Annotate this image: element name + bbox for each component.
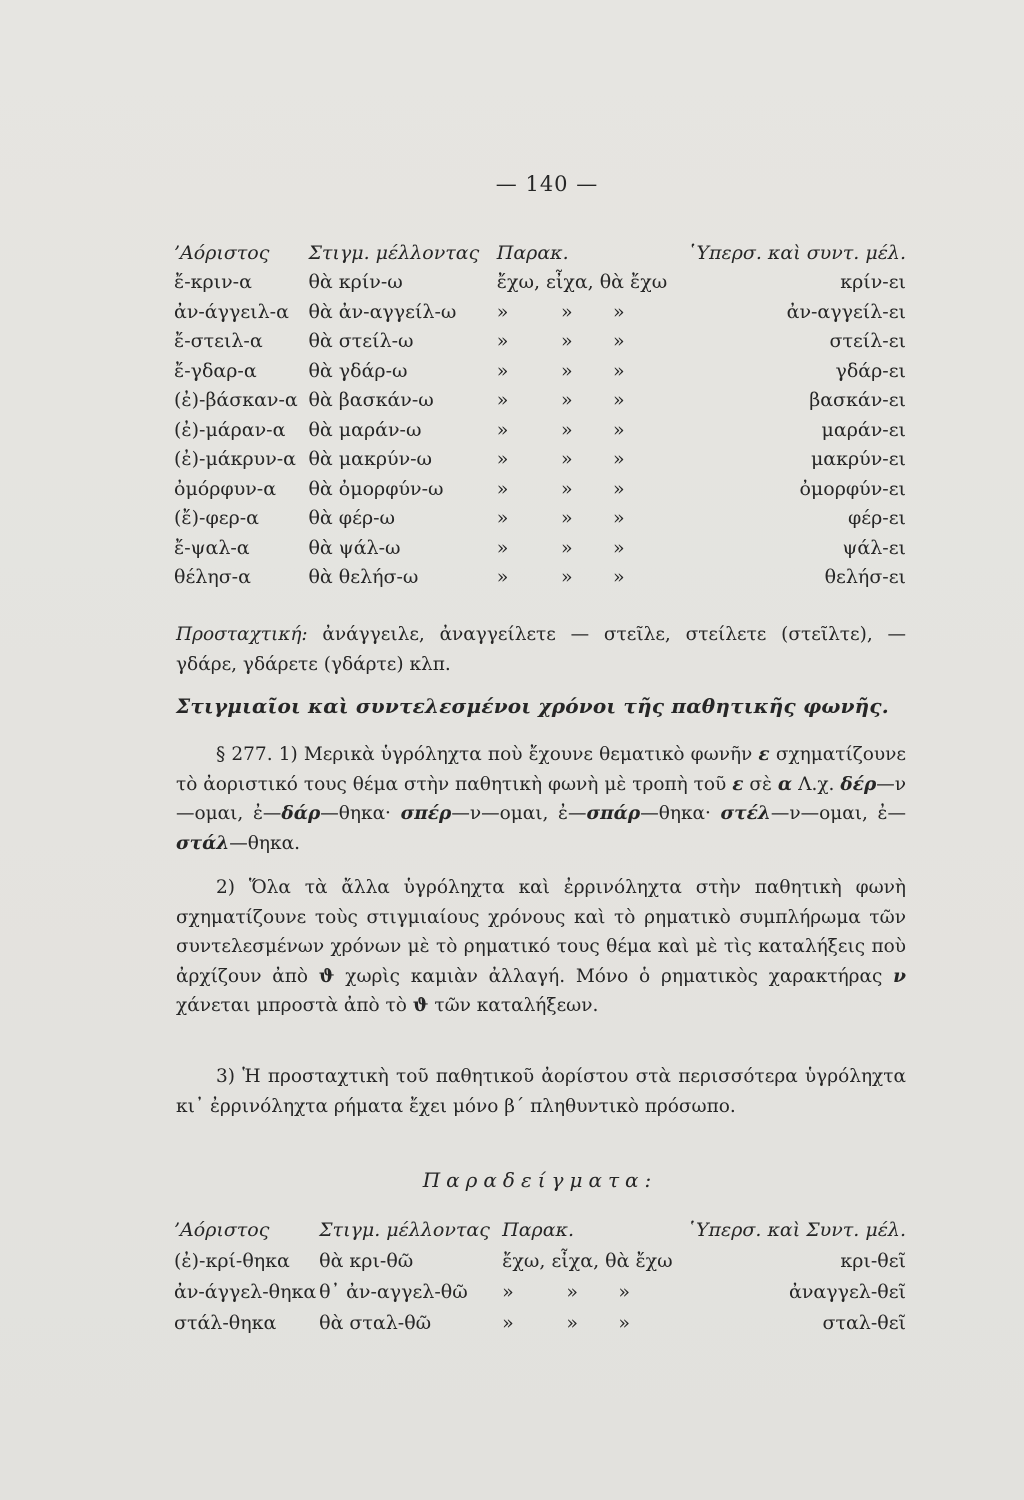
header-perfect: Παρακ. xyxy=(496,241,569,264)
emph-stem: στάλ xyxy=(176,832,230,854)
perfect-cell-ditto xyxy=(497,474,687,504)
perfect-cell-ditto xyxy=(497,297,687,327)
text-run: —ν—ομαι, ἐ— xyxy=(451,803,587,825)
ditto-mark: » xyxy=(496,300,509,323)
aorist-cell: ἔ-ψαλ-α xyxy=(174,536,250,559)
ditto-mark: » xyxy=(496,536,509,559)
perfect-cell: ἔχω, εἶχα, θὰ ἔχω xyxy=(496,271,668,294)
aorist-cell: θέλησ-α xyxy=(174,566,251,589)
perfect-cell-ditto xyxy=(497,504,687,534)
table-row xyxy=(174,1245,906,1276)
text-run: —ν—ομαι, ἐ— xyxy=(770,803,906,825)
ditto-mark: » xyxy=(560,507,573,530)
aorist-cell: ἀν-άγγειλ-α xyxy=(174,300,289,323)
header-pluperfect: ῾Υπερσ. καὶ Συντ. μέλ. xyxy=(686,1218,906,1241)
text-run: —θηκα. xyxy=(229,832,300,854)
ditto-mark: » xyxy=(612,389,625,412)
header-future: Στιγμ. μέλλοντας xyxy=(308,241,480,264)
ditto-mark: » xyxy=(612,536,625,559)
imperative-text: ἀνάγγειλε, ἀναγγείλετε — στεῖλε, στείλετε (στεῖλτε), — γδάρε, γδάρετε (γδάρτε) κλπ. xyxy=(176,624,906,675)
text-run: Λ.χ. xyxy=(792,773,841,795)
ditto-mark: » xyxy=(502,1280,514,1303)
future-cell: θὰ ἀν-αγγείλ-ω xyxy=(308,300,457,323)
pluperfect-cell: θελήσ-ει xyxy=(824,566,906,589)
aorist-cell: (ἐ)-μάκρυν-α xyxy=(174,448,297,471)
conjugation-table-passive xyxy=(174,1214,906,1338)
pluperfect-cell: ψάλ-ει xyxy=(842,536,906,559)
imperative-label: Προσταχτική: xyxy=(176,624,308,645)
pluperfect-cell: μακρύν-ει xyxy=(810,448,906,471)
aorist-cell: ἔ-κριν-α xyxy=(174,271,252,294)
conjugation-table-active xyxy=(174,238,906,592)
perfect-cell-ditto xyxy=(502,1307,686,1338)
pluperfect-cell: γδάρ-ει xyxy=(835,359,906,382)
future-cell: θὰ φέρ-ω xyxy=(308,507,396,530)
table-row xyxy=(174,268,906,298)
ditto-mark: » xyxy=(560,389,573,412)
ditto-mark: » xyxy=(496,477,509,500)
ditto-mark: » xyxy=(612,477,625,500)
future-cell: θὰ ψάλ-ω xyxy=(308,536,401,559)
perfect-cell-ditto xyxy=(502,1276,686,1307)
pluperfect-cell: σταλ-θεῖ xyxy=(822,1311,906,1334)
pluperfect-cell: κρίν-ει xyxy=(840,271,906,294)
ditto-mark: » xyxy=(560,536,573,559)
table-row xyxy=(174,533,906,563)
text-run: 2) Ὅλα τὰ ἄλλα ὑγρόληχτα καὶ ἐρρινόληχτα στὴν παθητικὴ φωνὴ σχηματίζουνε τοὺς στιγμιαίους χρόνους καὶ τὸ ρηματικὸ συμπλήρωμα τῶν συντελεσμένων χρόνων μὲ τὸ ρηματικό τους θέμα καὶ μὲ τὶς καταλήξεις ποὺ ἀρχίζουν ἀπὸ xyxy=(176,877,906,987)
table-row xyxy=(174,356,906,386)
aorist-cell: ἔ-γδαρ-α xyxy=(174,359,257,382)
aorist-cell: στάλ-θηκα xyxy=(174,1311,277,1334)
ditto-mark: » xyxy=(496,389,509,412)
text-run: χωρὶς καμιὰν ἀλλαγή. Μόνο ὁ ρηματικὸς χαρακτήρας xyxy=(334,965,894,987)
examples-title: Παραδείγματα: xyxy=(422,1168,658,1192)
ditto-mark: » xyxy=(560,477,573,500)
pluperfect-cell: μαράν-ει xyxy=(821,418,906,441)
text-run: § 277. 1) Μερικὰ ὑγρόληχτα ποὺ ἔχουνε θεματικὸ φωνῆν xyxy=(216,744,759,765)
future-cell: θὰ κρίν-ω xyxy=(308,271,403,294)
aorist-cell: ἔ-στειλ-α xyxy=(174,330,263,353)
table-body xyxy=(174,268,906,593)
emph-stem: σπέρ xyxy=(400,803,452,825)
future-cell: θὰ θελήσ-ω xyxy=(308,566,419,589)
header-aorist: ’Αόριστος xyxy=(174,241,270,264)
paragraph-277-2 xyxy=(176,873,906,1021)
paragraph-277-3 xyxy=(176,1062,906,1121)
pluperfect-cell: στείλ-ει xyxy=(829,330,906,353)
pluperfect-cell: ἀν-αγγείλ-ει xyxy=(786,300,906,323)
future-cell: θ᾿ ἀν-αγγελ-θῶ xyxy=(319,1280,468,1303)
paragraph-277-1 xyxy=(176,740,906,858)
ditto-mark: » xyxy=(560,566,573,589)
perfect-cell-ditto xyxy=(497,445,687,475)
ditto-mark: » xyxy=(496,566,509,589)
header-pluperfect: ῾Υπερσ. καὶ συντ. μέλ. xyxy=(686,241,906,264)
future-cell: θὰ σταλ-θῶ xyxy=(319,1311,432,1334)
table-header-row xyxy=(174,238,906,268)
ditto-mark: » xyxy=(496,418,509,441)
pluperfect-cell: βασκάν-ει xyxy=(809,389,906,412)
future-cell: θὰ γδάρ-ω xyxy=(308,359,408,382)
ditto-mark: » xyxy=(496,507,509,530)
table-row xyxy=(174,386,906,416)
perfect-cell-ditto xyxy=(497,533,687,563)
emph-stem: στέλ xyxy=(720,803,771,825)
pluperfect-cell: ὀμορφύν-ει xyxy=(799,477,906,500)
future-cell: θὰ ὀμορφύν-ω xyxy=(308,477,444,500)
table-row xyxy=(174,415,906,445)
ditto-mark: » xyxy=(566,1280,578,1303)
text-run: σὲ xyxy=(743,773,778,795)
page-number: — 140 — xyxy=(495,172,599,196)
table-row xyxy=(174,327,906,357)
perfect-cell-ditto xyxy=(497,327,687,357)
pluperfect-cell: ἀναγγελ-θεῖ xyxy=(789,1280,906,1303)
future-cell: θὰ κρι-θῶ xyxy=(319,1249,414,1272)
ditto-mark: » xyxy=(560,448,573,471)
emph-stem: δάρ xyxy=(281,803,321,825)
text-run: 3) Ἡ προσταχτικὴ τοῦ παθητικοῦ ἀορίστου στὰ περισσότερα ὑγρόληχτα κι᾿ ἐρρινόληχτα ρήματα ἔχει μόνο β΄ πληθυντικὸ πρόσωπο. xyxy=(176,1066,906,1117)
perfect-cell: ἔχω, εἶχα, θὰ ἔχω xyxy=(502,1249,673,1272)
aorist-cell: ὀμόρφυν-α xyxy=(174,477,277,500)
table-row xyxy=(174,1276,906,1307)
text-run: —θηκα· xyxy=(320,803,401,825)
ditto-mark: » xyxy=(612,507,625,530)
perfect-cell-ditto xyxy=(497,356,687,386)
text-run: σχηματίζουνε τὸ ἀοριστικό τους θέμα στὴν παθητικὴ φωνὴ μὲ τροπὴ τοῦ xyxy=(176,744,906,795)
emph-letter: ϑ xyxy=(412,995,429,1017)
table-row xyxy=(174,297,906,327)
emph-letter: ν xyxy=(893,965,907,987)
ditto-mark: » xyxy=(612,418,625,441)
ditto-mark: » xyxy=(618,1311,630,1334)
ditto-mark: » xyxy=(496,359,509,382)
emph-stem: σπάρ xyxy=(586,803,641,825)
text-run: τῶν καταλήξεων. xyxy=(428,995,599,1017)
ditto-mark: » xyxy=(560,418,573,441)
ditto-mark: » xyxy=(502,1311,514,1334)
aorist-cell: (ἔ)-φερ-α xyxy=(174,507,260,530)
ditto-mark: » xyxy=(612,330,625,353)
emph-letter: ϑ xyxy=(318,965,335,987)
future-cell: θὰ μαράν-ω xyxy=(308,418,422,441)
table-row xyxy=(174,445,906,475)
pluperfect-cell: κρι-θεῖ xyxy=(840,1249,906,1272)
perfect-cell-ditto xyxy=(497,415,687,445)
ditto-mark: » xyxy=(496,448,509,471)
aorist-cell: (ἐ)-βάσκαν-α xyxy=(174,389,298,412)
table-row xyxy=(174,563,906,593)
emph-letter: ε xyxy=(732,773,744,795)
ditto-mark: » xyxy=(560,330,573,353)
future-cell: θὰ βασκάν-ω xyxy=(308,389,434,412)
header-aorist: ’Αόριστος xyxy=(174,1218,270,1241)
aorist-cell: ἀν-άγγελ-θηκα xyxy=(174,1280,317,1303)
future-cell: θὰ μακρύν-ω xyxy=(308,448,433,471)
section-heading: Στιγμιαῖοι καὶ συντελεσμένοι χρόνοι τῆς παθητικῆς φωνῆς. xyxy=(176,694,889,718)
ditto-mark: » xyxy=(612,359,625,382)
future-cell: θὰ στείλ-ω xyxy=(308,330,414,353)
table-row xyxy=(174,474,906,504)
emph-letter: ε xyxy=(758,744,770,765)
ditto-mark: » xyxy=(566,1311,578,1334)
imperative-line xyxy=(176,620,906,679)
ditto-mark: » xyxy=(612,448,625,471)
pluperfect-cell: φέρ-ει xyxy=(847,507,906,530)
ditto-mark: » xyxy=(612,566,625,589)
ditto-mark: » xyxy=(496,330,509,353)
table-header-row xyxy=(174,1214,906,1245)
aorist-cell: (ἐ)-κρί-θηκα xyxy=(174,1249,290,1272)
text-run: χάνεται μπροστὰ ἀπὸ τὸ xyxy=(176,995,413,1017)
aorist-cell: (ἐ)-μάραν-α xyxy=(174,418,286,441)
ditto-mark: » xyxy=(560,300,573,323)
text-run: —θηκα· xyxy=(640,803,721,825)
header-future: Στιγμ. μέλλοντας xyxy=(319,1218,490,1241)
emph-letter: α xyxy=(777,773,793,795)
ditto-mark: » xyxy=(618,1280,630,1303)
ditto-mark: » xyxy=(560,359,573,382)
header-perfect: Παρακ. xyxy=(502,1218,575,1241)
text-run: —ν—ομαι, ἐ— xyxy=(176,773,906,825)
perfect-cell-ditto xyxy=(497,386,687,416)
table-body xyxy=(174,1245,906,1338)
ditto-mark: » xyxy=(612,300,625,323)
emph-stem: δέρ xyxy=(840,773,877,795)
table-row xyxy=(174,1307,906,1338)
table-row xyxy=(174,504,906,534)
perfect-cell-ditto xyxy=(497,563,687,593)
